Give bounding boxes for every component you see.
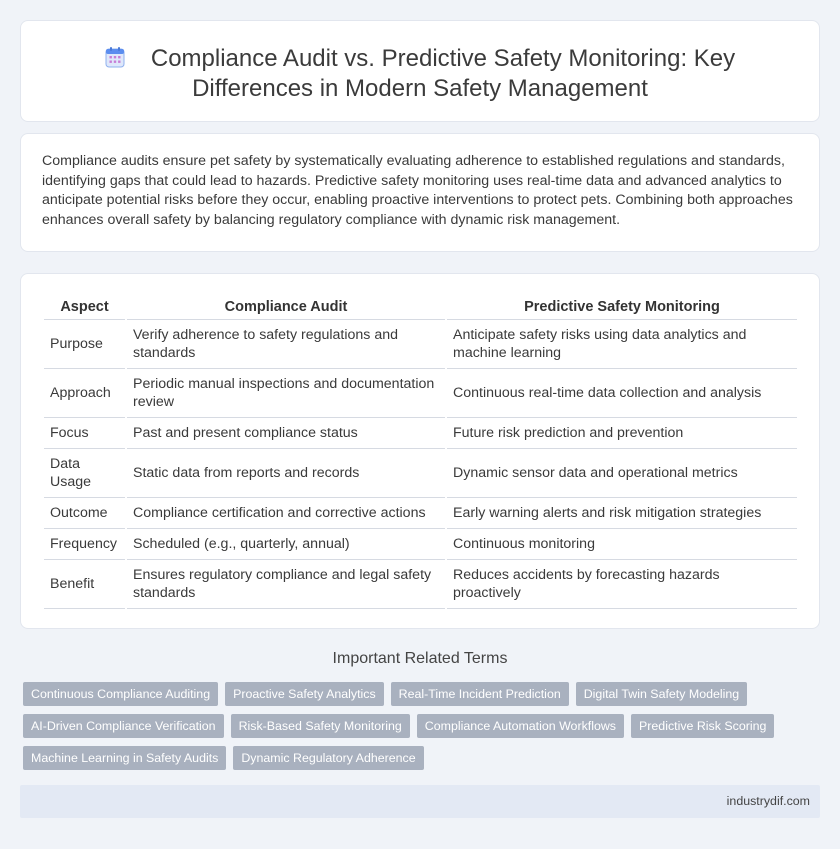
intro-card (20, 133, 820, 252)
page-title (21, 44, 819, 104)
calendar-icon (105, 46, 125, 68)
tag-risk-based-safety-monitoring[interactable]: Risk-Based Safety Monitoring (231, 714, 410, 738)
predictive-cell: Anticipate safety risks using data analytics and machine learning (447, 320, 797, 369)
predictive-cell: Early warning alerts and risk mitigation strategies (447, 498, 797, 529)
predictive-cell: Future risk prediction and prevention (447, 418, 797, 449)
table-row (44, 369, 797, 418)
tag-compliance-automation-workflows[interactable]: Compliance Automation Workflows (417, 714, 624, 738)
tag-digital-twin-safety-modeling[interactable]: Digital Twin Safety Modeling (576, 682, 747, 706)
tag-dynamic-regulatory-adherence[interactable]: Dynamic Regulatory Adherence (233, 746, 423, 770)
tag-predictive-risk-scoring[interactable]: Predictive Risk Scoring (631, 714, 774, 738)
compliance-cell: Past and present compliance status (127, 418, 445, 449)
header-aspect: Aspect (44, 295, 125, 320)
compliance-cell: Ensures regulatory compliance and legal safety standards (127, 560, 445, 609)
table-header-row (44, 295, 797, 320)
aspect-cell: Frequency (44, 529, 125, 560)
compliance-cell: Scheduled (e.g., quarterly, annual) (127, 529, 445, 560)
table-row (44, 320, 797, 369)
comparison-card (20, 273, 820, 629)
predictive-cell: Reduces accidents by forecasting hazards proactively (447, 560, 797, 609)
table-row (44, 418, 797, 449)
table-row (44, 498, 797, 529)
aspect-cell: Benefit (44, 560, 125, 609)
aspect-cell: Approach (44, 369, 125, 418)
footer-site-link[interactable]: industrydif.com (726, 794, 810, 808)
intro-paragraph: Compliance audits ensure pet safety by systematically evaluating adherence to established regulations and standards, identifying gaps that could lead to hazards. Predictive safety monitoring uses real-time data and advanced analytics to anticipate potential risks before they occur, enabling proactive interventions to protect pets. Combining both approaches enhances overall safety by balancing regulatory compliance with dynamic risk management. (42, 153, 793, 228)
table-row (44, 449, 797, 498)
aspect-cell: Focus (44, 418, 125, 449)
tag-real-time-incident-prediction[interactable]: Real-Time Incident Prediction (391, 682, 569, 706)
tag-proactive-safety-analytics[interactable]: Proactive Safety Analytics (225, 682, 384, 706)
related-terms-tags (23, 682, 823, 770)
compliance-cell: Periodic manual inspections and documentation review (127, 369, 445, 418)
tag-machine-learning-in-safety-audits[interactable]: Machine Learning in Safety Audits (23, 746, 226, 770)
footer (20, 785, 820, 818)
tag-ai-driven-compliance-verification[interactable]: AI-Driven Compliance Verification (23, 714, 224, 738)
predictive-cell: Continuous real-time data collection and analysis (447, 369, 797, 418)
predictive-cell: Continuous monitoring (447, 529, 797, 560)
compliance-cell: Static data from reports and records (127, 449, 445, 498)
compliance-cell: Verify adherence to safety regulations and standards (127, 320, 445, 369)
aspect-cell: Purpose (44, 320, 125, 369)
aspect-cell: Outcome (44, 498, 125, 529)
predictive-cell: Dynamic sensor data and operational metrics (447, 449, 797, 498)
page-title-text: Compliance Audit vs. Predictive Safety Monitoring: Key Differences in Modern Safety Management (150, 45, 736, 102)
header-predictive-monitoring: Predictive Safety Monitoring (447, 295, 797, 320)
table-row (44, 529, 797, 560)
comparison-table (42, 295, 799, 609)
compliance-cell: Compliance certification and corrective actions (127, 498, 445, 529)
related-terms-title: Important Related Terms (332, 650, 508, 667)
header-compliance-audit: Compliance Audit (127, 295, 445, 320)
tag-continuous-compliance-auditing[interactable]: Continuous Compliance Auditing (23, 682, 218, 706)
aspect-cell: Data Usage (44, 449, 125, 498)
title-card (20, 20, 820, 122)
table-row (44, 560, 797, 609)
